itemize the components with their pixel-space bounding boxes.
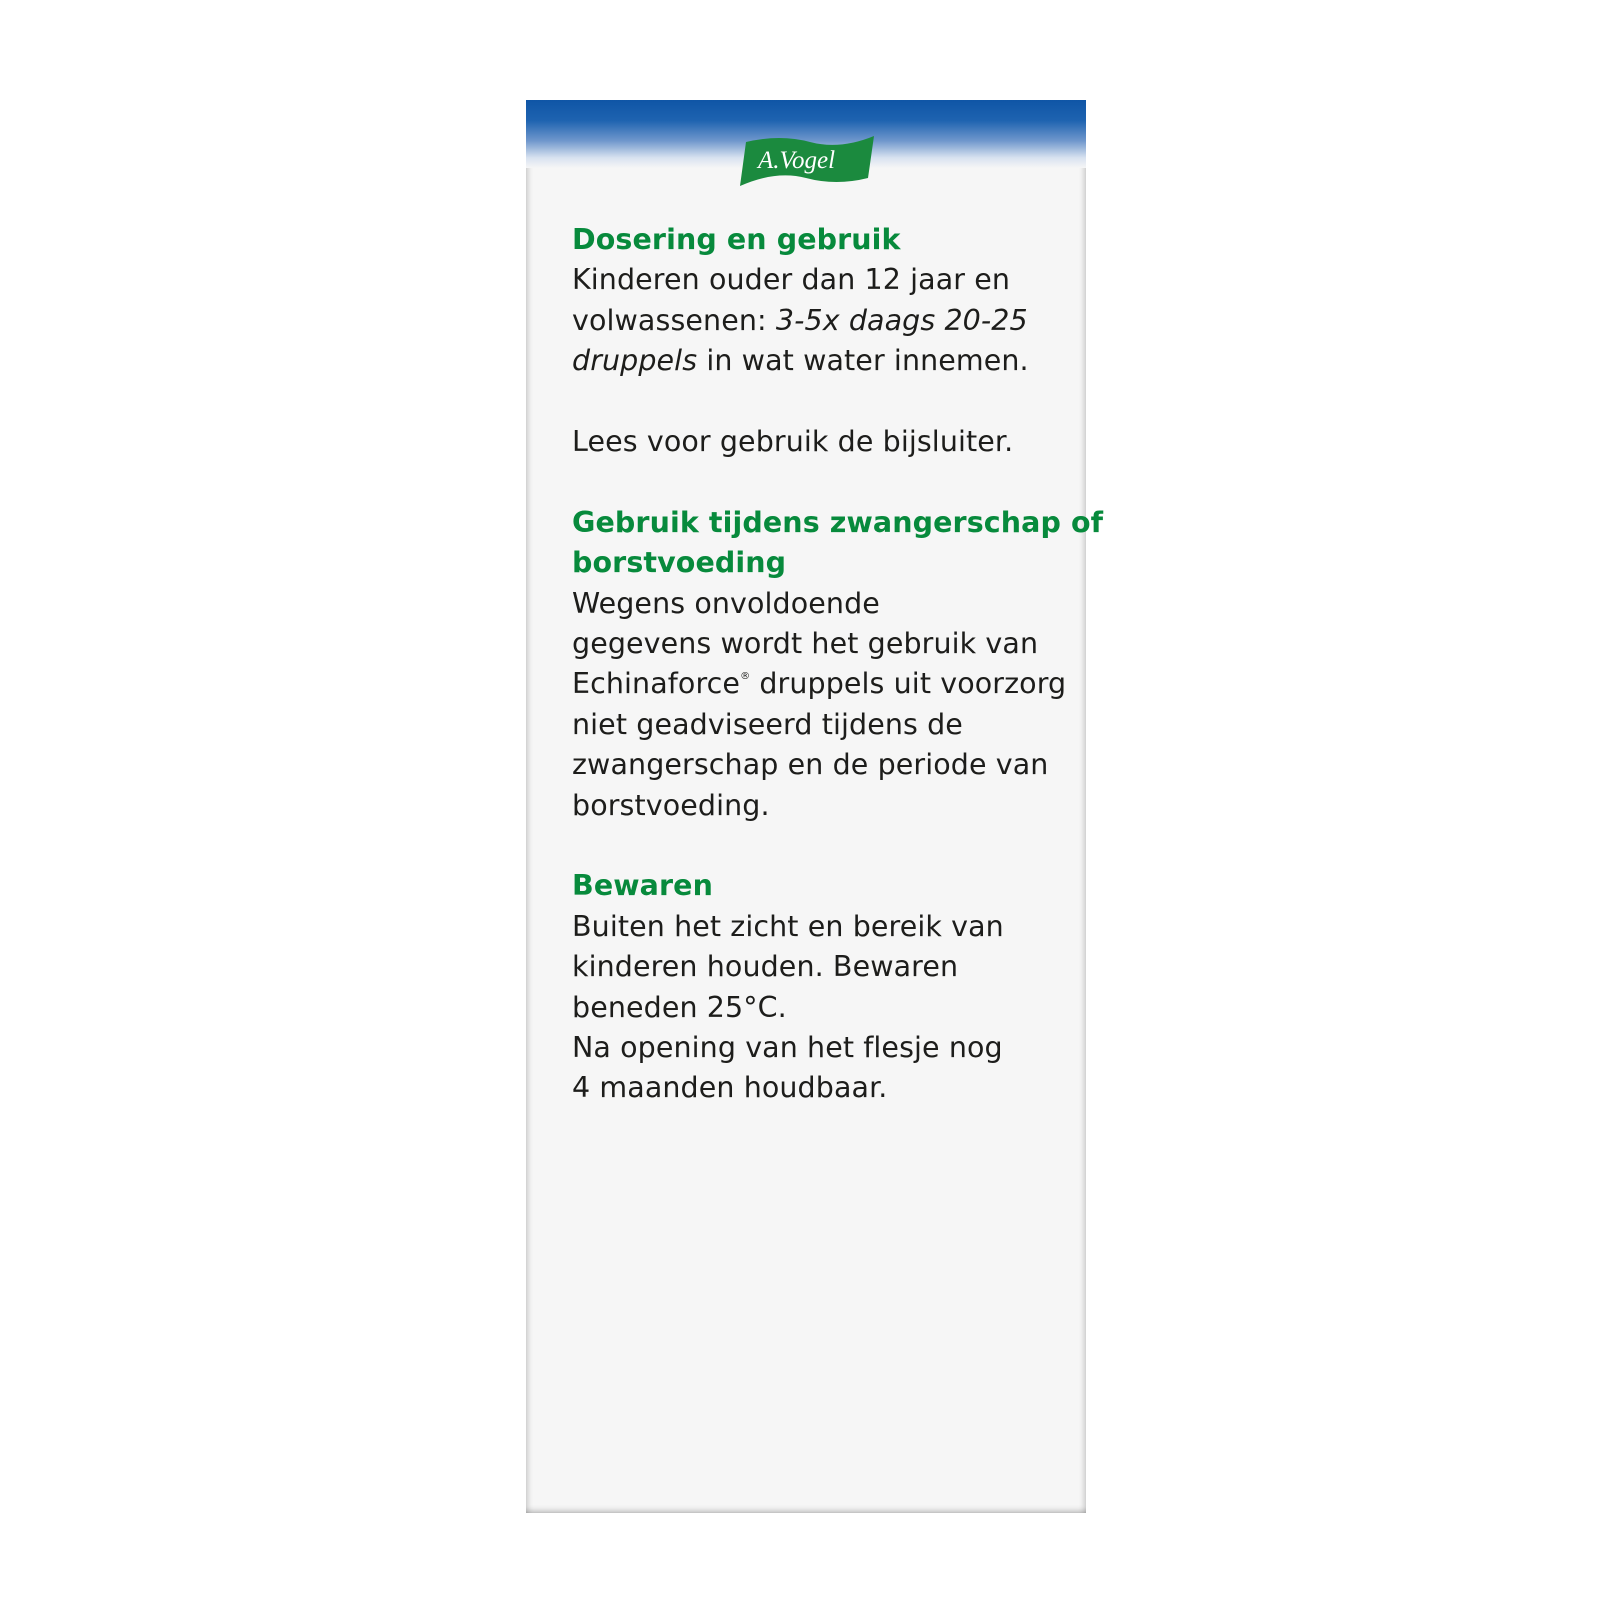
pregnancy-heading-line-1: Gebruik tijdens zwangerschap of (572, 505, 1104, 539)
storage-heading: Bewaren (572, 869, 713, 903)
a-vogel-logo (740, 132, 876, 190)
package-side-panel (526, 100, 1104, 1513)
dosage-line-2-text: volwassenen: (572, 303, 776, 337)
leaflet-notice: Lees voor gebruik de bijsluiter. (572, 425, 1014, 459)
dosage-heading: Dosering en gebruik (572, 223, 901, 256)
storage-section (572, 866, 1042, 1108)
pregnancy-line-3 (572, 664, 1067, 704)
product-name: Echinaforce (572, 667, 741, 701)
pregnancy-line-1: Wegens onvoldoende (572, 586, 880, 620)
logo-text: A.Vogel (758, 147, 836, 174)
storage-line-2: kinderen houden. Bewaren (572, 950, 959, 984)
dosage-section (572, 220, 1042, 462)
pregnancy-heading-line-2: borstvoeding (572, 546, 787, 580)
storage-line-5: 4 maanden houdbaar. (572, 1071, 888, 1105)
product-info (572, 220, 1104, 1109)
dosage-amount: 3-5x daags 20-25 (775, 303, 1028, 337)
pregnancy-line-6: borstvoeding. (572, 788, 770, 822)
pregnancy-line-4: niet geadviseerd tijdens de (572, 707, 963, 741)
dosage-unit: druppels (572, 344, 698, 378)
pregnancy-line-5: zwangerschap en de periode van (572, 748, 1049, 782)
pregnancy-section (572, 503, 1104, 826)
dosage-line-3 (572, 341, 1042, 381)
registered-mark: ® (740, 671, 751, 683)
dosage-line-3-text: in wat water innemen. (697, 344, 1029, 378)
storage-line-3: beneden 25°C. (572, 990, 787, 1024)
pregnancy-line-2: gegevens wordt het gebruik van (572, 627, 1039, 661)
dosage-line-1: Kinderen ouder dan 12 jaar en (572, 263, 1011, 297)
storage-line-1: Buiten het zicht en bereik van (572, 909, 1004, 943)
dosage-line-2 (572, 301, 1042, 341)
pregnancy-line-3-text: druppels uit voorzorg (750, 667, 1067, 701)
storage-line-4: Na opening van het flesje nog (572, 1031, 1003, 1065)
